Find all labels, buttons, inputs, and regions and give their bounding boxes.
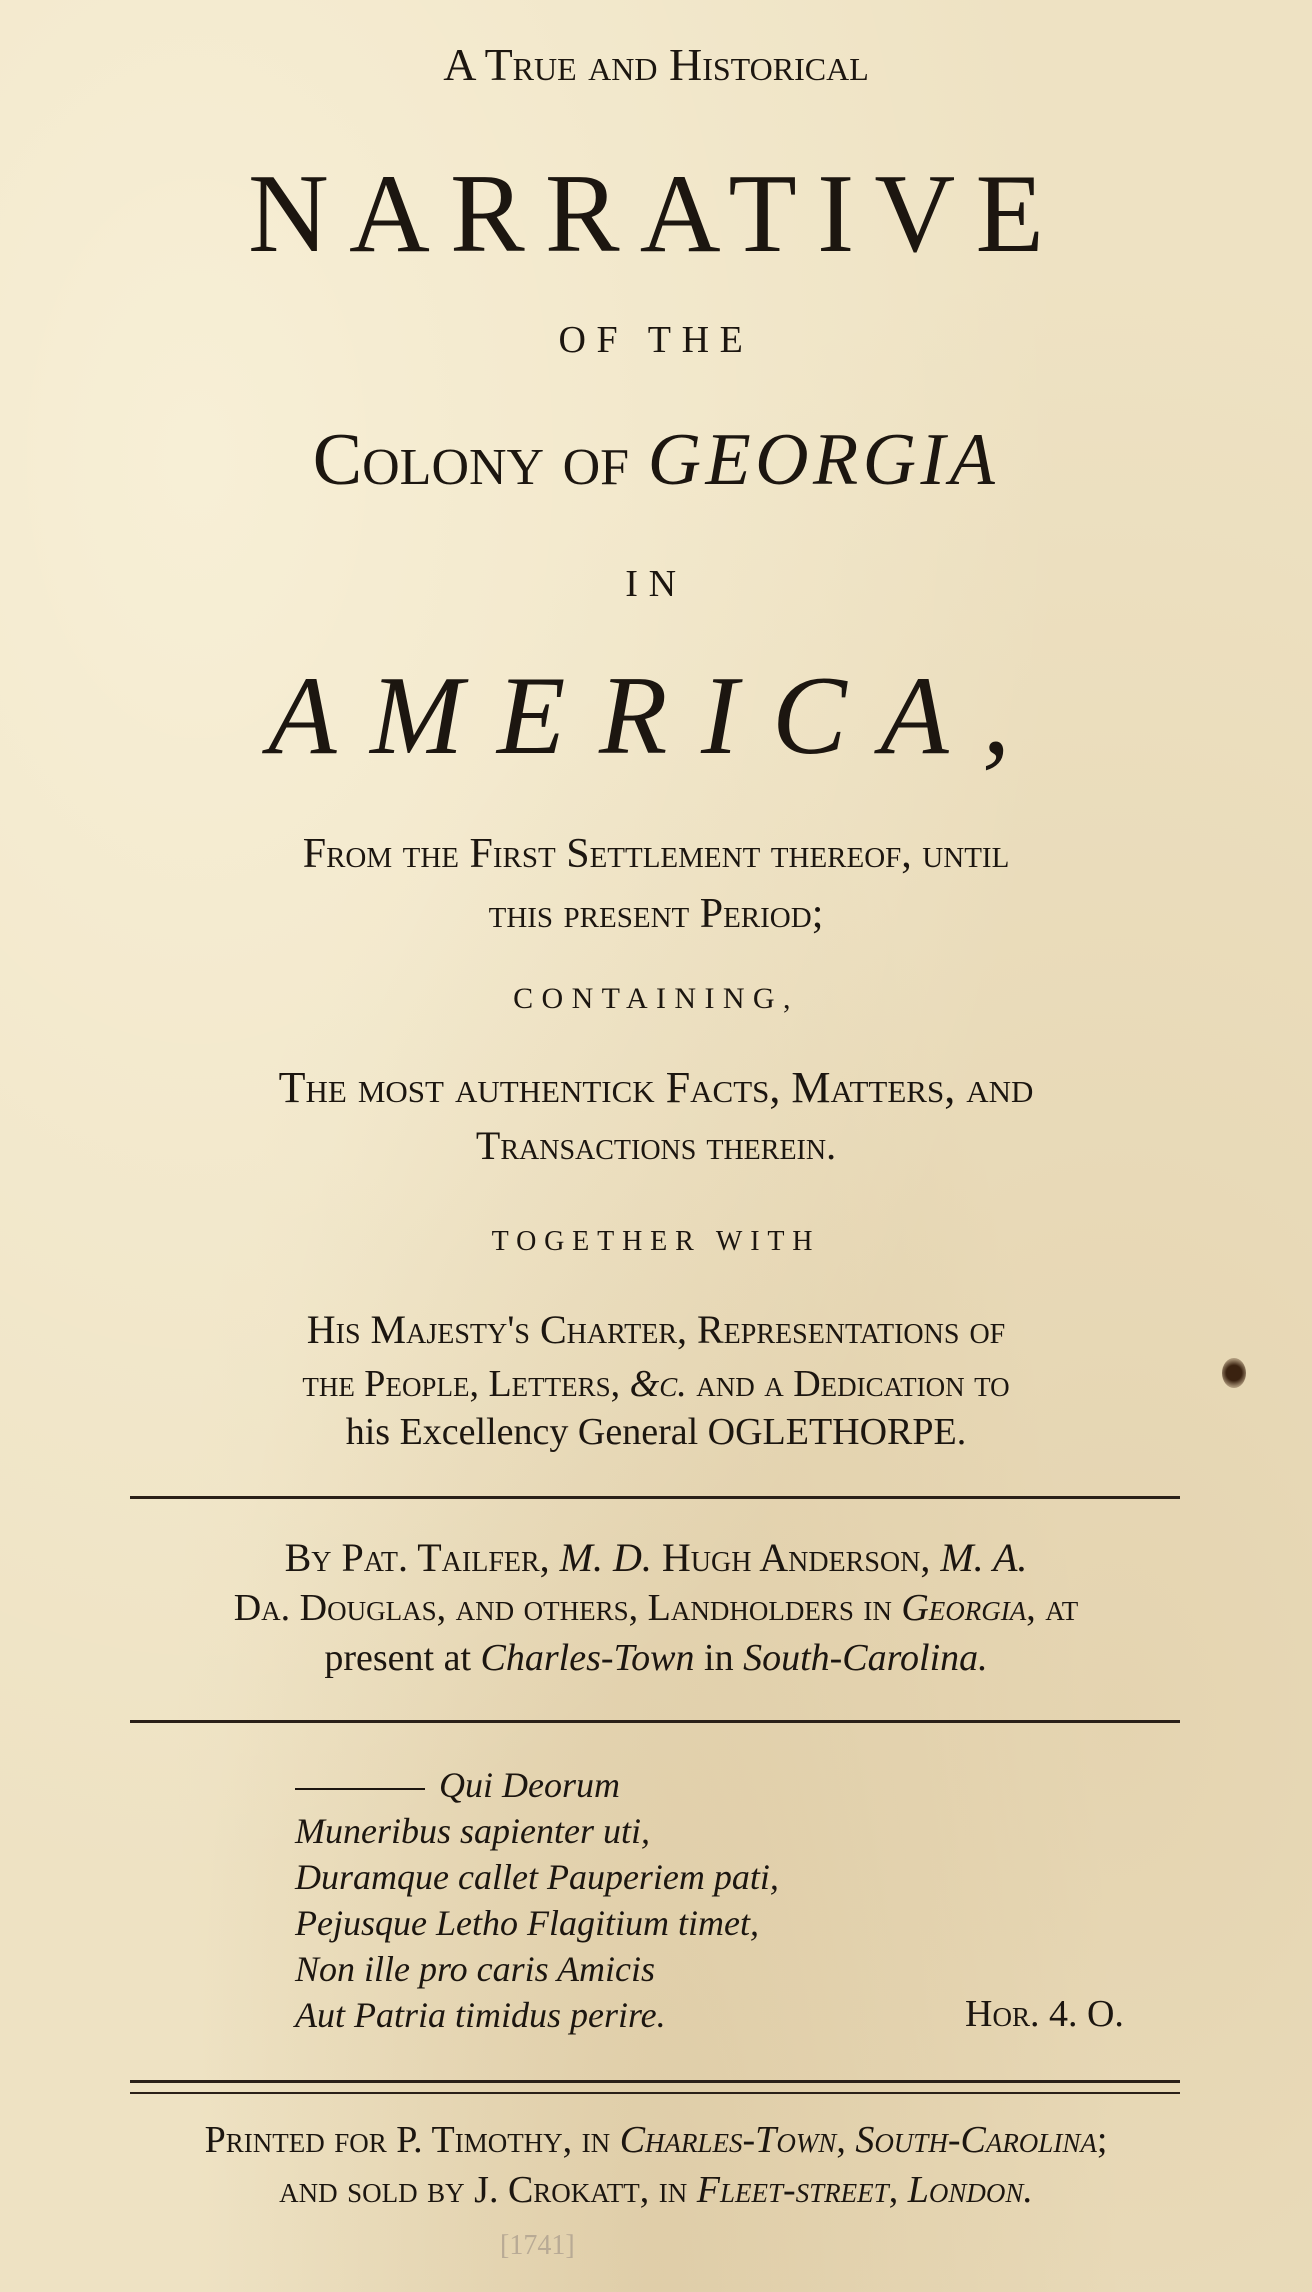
verse-text-1: Qui Deorum <box>439 1765 620 1805</box>
divider-rule-3b <box>130 2092 1180 2094</box>
america-title: AMERICA, <box>268 654 1044 778</box>
ink-stain <box>1222 1358 1246 1388</box>
fleet-street-text: Fleet-street <box>696 2169 889 2211</box>
transactions-therein: Transactions therein. <box>475 1123 837 1168</box>
from-line-1: From the First Settlement thereof, until <box>302 831 1010 877</box>
charles-town-text: Charles-Town <box>480 1637 695 1679</box>
together-with-heading: TOGETHER WITH <box>491 1226 821 1257</box>
imprint-charles-town: Charles-Town <box>619 2119 837 2161</box>
douglas-text: Da. Douglas, and others, Landholders in <box>233 1587 902 1629</box>
divider-rule-3a <box>130 2080 1180 2083</box>
divider-rule-1 <box>130 1496 1180 1499</box>
colony-of-text: Colony of <box>312 419 648 501</box>
latin-verse <box>295 1762 779 2038</box>
imprint-comma: , <box>836 2119 856 2161</box>
divider-rule-2 <box>130 1720 1180 1723</box>
majesty-charter: His Majesty's Charter, Representations of <box>306 1307 1006 1352</box>
from-first-settlement <box>0 830 1312 878</box>
md-text: M. D. <box>559 1535 652 1580</box>
authors-line-3 <box>0 1636 1312 1680</box>
in-text: IN <box>625 563 687 605</box>
etc-text: &c. <box>629 1363 687 1405</box>
printed-for-text: Printed for P. Timothy, in <box>204 2119 620 2161</box>
library-stamp: [1741] <box>500 2230 575 2261</box>
imprint-line-1 <box>0 2118 1312 2162</box>
colony-of-georgia <box>0 418 1312 503</box>
verse-dash <box>295 1788 425 1790</box>
present-period <box>0 890 1312 938</box>
authors-line-2 <box>0 1586 1312 1630</box>
verse-line-2: Muneribus sapienter uti, <box>295 1811 650 1851</box>
imprint-comma-2: , <box>888 2169 908 2211</box>
containing-heading: CONTAINING, <box>513 982 799 1015</box>
ma-text: M. A. <box>940 1535 1028 1580</box>
verse-line-1 <box>295 1762 779 1808</box>
authors-line-1 <box>0 1534 1312 1581</box>
present-at-text: present at <box>324 1637 481 1679</box>
oglethorpe-line: his Excellency General OGLETHORPE. <box>345 1411 967 1453</box>
people-letters-text: the People, Letters, <box>302 1363 630 1405</box>
verse-line-3: Duramque callet Pauperiem pati, <box>295 1857 779 1897</box>
authentick-facts: The most authentick Facts, Matters, and <box>278 1063 1034 1112</box>
from-line-2: this present Period; <box>488 891 824 937</box>
in-inline-text: in <box>694 1637 744 1679</box>
title-narrative: NARRATIVE <box>247 152 1065 276</box>
london-text: London. <box>907 2169 1033 2211</box>
sold-by-text: and sold by J. Crokatt, in <box>279 2169 697 2211</box>
people-letters <box>0 1362 1312 1406</box>
imprint-south-carolina: South-Carolina <box>855 2119 1097 2161</box>
at-text: , at <box>1026 1587 1079 1629</box>
anderson-text: Hugh Anderson, <box>651 1535 941 1580</box>
georgia-inline: Georgia <box>901 1587 1027 1629</box>
verse-line-5: Non ille pro caris Amicis <box>295 1949 655 1989</box>
subtitle-true-and-historical: A True and Historical <box>443 39 869 90</box>
imprint-semicolon: ; <box>1096 2119 1108 2161</box>
imprint-line-2 <box>0 2168 1312 2212</box>
of-the: OF THE <box>558 319 754 361</box>
dedication-text: and a Dedication to <box>686 1363 1010 1405</box>
verse-source-horace: Hor. 4. O. <box>965 1993 1124 2035</box>
verse-line-4: Pejusque Letho Flagitium timet, <box>295 1903 759 1943</box>
georgia-text: GEORGIA <box>647 419 1000 501</box>
south-carolina-text: South-Carolina. <box>743 1637 988 1679</box>
tailfer-text: By Pat. Tailfer, <box>284 1535 560 1580</box>
verse-line-6: Aut Patria timidus perire. <box>295 1995 666 2035</box>
